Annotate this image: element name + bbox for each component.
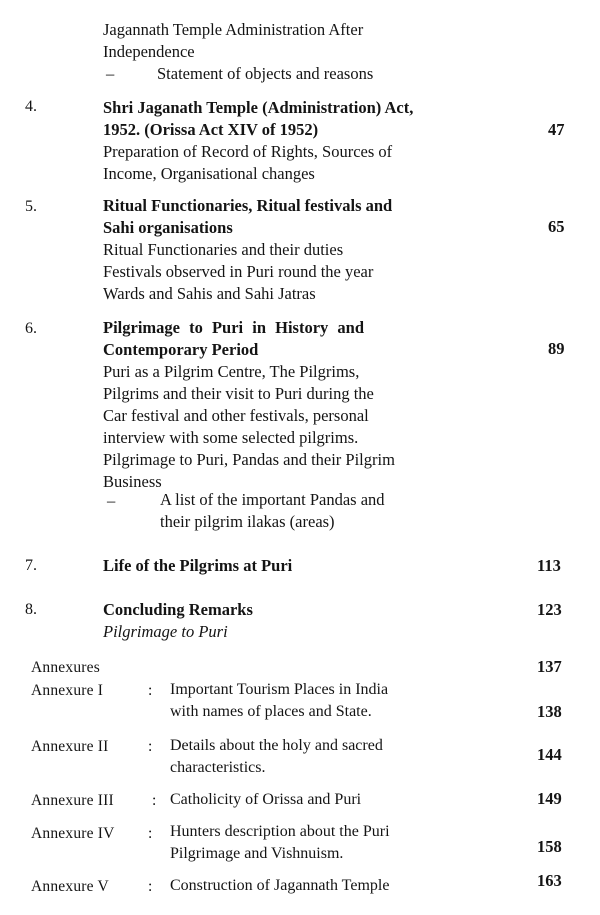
annexure-colon: : (148, 738, 153, 755)
entry-page-number: 123 (537, 600, 562, 619)
entry-title: Concluding Remarks (103, 600, 253, 619)
annexure-page-number: 149 (537, 789, 562, 808)
entry-detail: Pilgrimage to Puri, Pandas and their Pilgrim (103, 450, 395, 469)
toc-entry-7[interactable] (103, 555, 292, 577)
dash-bullet: – (107, 491, 116, 510)
intro-subitem: Statement of objects and reasons (157, 64, 374, 83)
entry-detail: Festivals observed in Puri round the year (103, 262, 374, 281)
annexure-name: Annexure II (31, 738, 109, 755)
entry-title: 1952. (Orissa Act XIV of 1952) (103, 120, 319, 139)
annexure-desc: with names of places and State. (170, 703, 372, 720)
entry-number: 7. (25, 557, 37, 574)
annexure-v-entry[interactable] (170, 875, 389, 897)
entry-detail: Income, Organisational changes (103, 164, 315, 183)
entry-detail: Puri as a Pilgrim Centre, The Pilgrims, (103, 362, 360, 381)
annexure-name: Annexure III (31, 792, 114, 809)
entry-number: 6. (25, 320, 37, 337)
entry-title: Ritual Functionaries, Ritual festivals and (103, 196, 393, 215)
annexures-heading: Annexures (31, 659, 100, 676)
entry-number: 8. (25, 601, 37, 618)
toc-entry-4[interactable] (103, 97, 413, 185)
entry-detail: Wards and Sahis and Sahi Jatras (103, 284, 316, 303)
entry-title: Shri Jaganath Temple (Administration) Act, (103, 98, 414, 117)
entry-detail: interview with some selected pilgrims. (103, 428, 359, 447)
annexure-desc: Details about the holy and sacred (170, 737, 383, 754)
entry-subitem-line: A list of the important Pandas and (160, 490, 385, 509)
toc-entry-5[interactable] (103, 195, 392, 305)
entry-italic-subtitle: Pilgrimage to Puri (103, 622, 228, 641)
toc-entry-8[interactable] (103, 599, 253, 643)
entry-page-number: 65 (548, 217, 565, 236)
annexure-iii-entry[interactable] (170, 789, 361, 811)
dash-bullet: – (106, 64, 115, 83)
entry-page-number: 89 (548, 339, 565, 358)
annexure-colon: : (148, 878, 153, 895)
entry-title: Sahi organisations (103, 218, 233, 237)
annexure-name: Annexure IV (31, 825, 115, 842)
entry-detail: Car festival and other festivals, personal (103, 406, 369, 425)
annexure-desc: Construction of Jagannath Temple (170, 877, 390, 894)
annexure-i-entry[interactable] (170, 679, 388, 723)
annexure-name: Annexure V (31, 878, 109, 895)
annexure-name: Annexure I (31, 682, 104, 699)
entry-title: Contemporary Period (103, 340, 259, 359)
annexure-iv-entry[interactable] (170, 821, 390, 865)
annexure-ii-entry[interactable] (170, 735, 383, 779)
annexure-colon: : (148, 682, 153, 699)
annexure-page-number: 158 (537, 837, 562, 856)
intro-line: Independence (103, 42, 195, 61)
entry-number: 4. (25, 98, 37, 115)
entry-subitem-line: their pilgrim ilakas (areas) (160, 512, 335, 531)
entry-title: Pilgrimage to Puri in History and (103, 318, 365, 337)
annexure-colon: : (152, 792, 157, 809)
annexure-page-number: 138 (537, 702, 562, 721)
entry-detail: Ritual Functionaries and their duties (103, 240, 344, 259)
annexure-colon: : (148, 825, 153, 842)
annexure-desc: Hunters description about the Puri (170, 823, 390, 840)
entry-detail: Preparation of Record of Rights, Sources of (103, 142, 393, 161)
annexure-desc: Important Tourism Places in India (170, 681, 389, 698)
annexure-page-number: 163 (537, 871, 562, 890)
annexure-desc: Catholicity of Orissa and Puri (170, 791, 362, 808)
entry-number: 5. (25, 198, 37, 215)
entry-page-number: 113 (537, 556, 561, 575)
intro-line: Jagannath Temple Administration After (103, 20, 364, 39)
intro-heading (103, 19, 363, 63)
entry-subitem (160, 489, 385, 533)
entry-page-number: 47 (548, 120, 565, 139)
entry-title: Life of the Pilgrims at Puri (103, 556, 293, 575)
annexures-page-number: 137 (537, 657, 562, 676)
entry-detail: Business (103, 472, 162, 491)
entry-detail: Pilgrims and their visit to Puri during the (103, 384, 374, 403)
annexure-desc: Pilgrimage and Vishnuism. (170, 845, 344, 862)
annexure-desc: characteristics. (170, 759, 266, 776)
toc-entry-6[interactable] (103, 317, 395, 493)
annexure-page-number: 144 (537, 745, 562, 764)
